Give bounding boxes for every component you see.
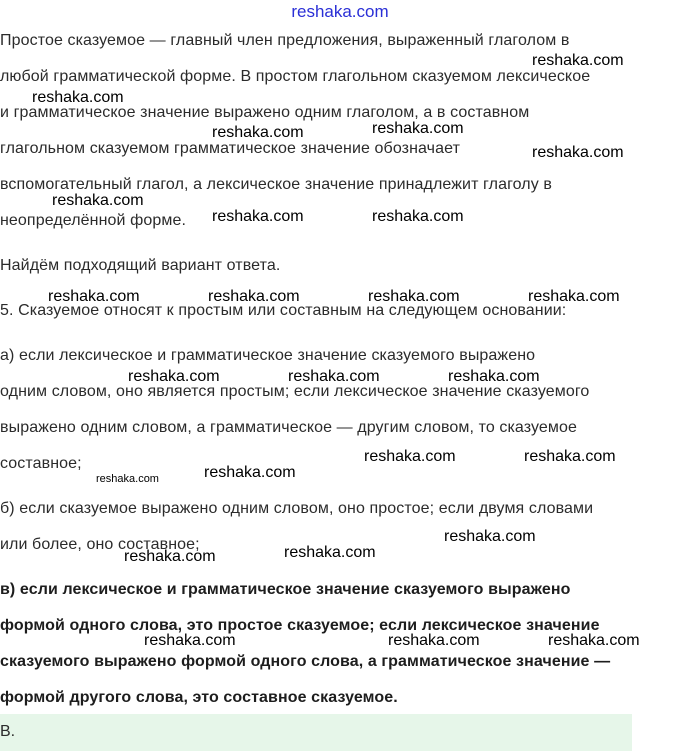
watermark: reshaka.com — [212, 208, 304, 225]
option-b-line-1: б) если сказуемое выражено одним словом, оно простое; если двумя словами — [0, 500, 594, 517]
watermark: reshaka.com — [144, 632, 236, 649]
option-a-line-1: а) если лексическое и грамматическое значение сказуемого выражено — [0, 347, 536, 364]
intro-line-4: глагольном сказуемом грамматическое значение обозначает — [0, 140, 460, 157]
watermark: reshaka.com — [124, 548, 216, 565]
watermark: reshaka.com — [368, 288, 460, 305]
watermark: reshaka.com — [532, 52, 624, 69]
option-c-line-4: формой другого слова, это составное сказуемое. — [0, 689, 398, 706]
option-c-line-1: в) если лексическое и грамматическое значение сказуемого выражено — [0, 581, 571, 598]
watermark-small: reshaka.com — [96, 473, 159, 485]
watermark: reshaka.com — [288, 368, 380, 385]
option-c-line-3: сказуемого выражено формой одного слова, а грамматическое значение — — [0, 653, 611, 670]
watermark: reshaka.com — [448, 368, 540, 385]
option-a-line-3: выражено одним словом, а грамматическое — другим словом, то сказуемое — [0, 419, 578, 436]
find-answer-text: Найдём подходящий вариант ответа. — [0, 257, 281, 274]
intro-line-3: и грамматическое значение выражено одним глаголом, а в составном — [0, 104, 530, 121]
watermark: reshaka.com — [528, 288, 620, 305]
site-header-link[interactable]: reshaka.com — [291, 2, 389, 21]
watermark: reshaka.com — [32, 89, 124, 106]
question-text: 5. Сказуемое относят к простым или составным на следующем основании: — [0, 302, 567, 319]
intro-line-2: любой грамматической форме. В простом глагольном сказуемом лексическое — [0, 68, 591, 85]
option-a-line-4: составное; — [0, 455, 82, 472]
intro-line-1: Простое сказуемое — главный член предложения, выраженный глаголом в — [0, 32, 570, 49]
watermark: reshaka.com — [388, 632, 480, 649]
watermark: reshaka.com — [284, 544, 376, 561]
watermark: reshaka.com — [548, 632, 640, 649]
watermark: reshaka.com — [372, 120, 464, 137]
watermark: reshaka.com — [208, 288, 300, 305]
option-c-line-2: формой одного слова, это простое сказуемое; если лексическое значение — [0, 617, 600, 634]
watermark: reshaka.com — [128, 368, 220, 385]
answer-text: В. — [0, 723, 16, 740]
intro-line-5: вспомогательный глагол, а лексическое значение принадлежит глаголу в — [0, 176, 552, 193]
option-a-line-2: одним словом, оно является простым; если лексическое значение сказуемого — [0, 383, 590, 400]
watermark: reshaka.com — [444, 528, 536, 545]
watermark: reshaka.com — [204, 464, 296, 481]
watermark: reshaka.com — [524, 448, 616, 465]
watermark: reshaka.com — [212, 124, 304, 141]
answer-box — [0, 714, 632, 751]
watermark: reshaka.com — [52, 192, 144, 209]
watermark: reshaka.com — [364, 448, 456, 465]
option-b-line-2: или более, оно составное; — [0, 536, 200, 553]
watermark: reshaka.com — [48, 288, 140, 305]
intro-line-6: неопределённой форме. — [0, 212, 187, 229]
watermark: reshaka.com — [372, 208, 464, 225]
watermark: reshaka.com — [532, 144, 624, 161]
